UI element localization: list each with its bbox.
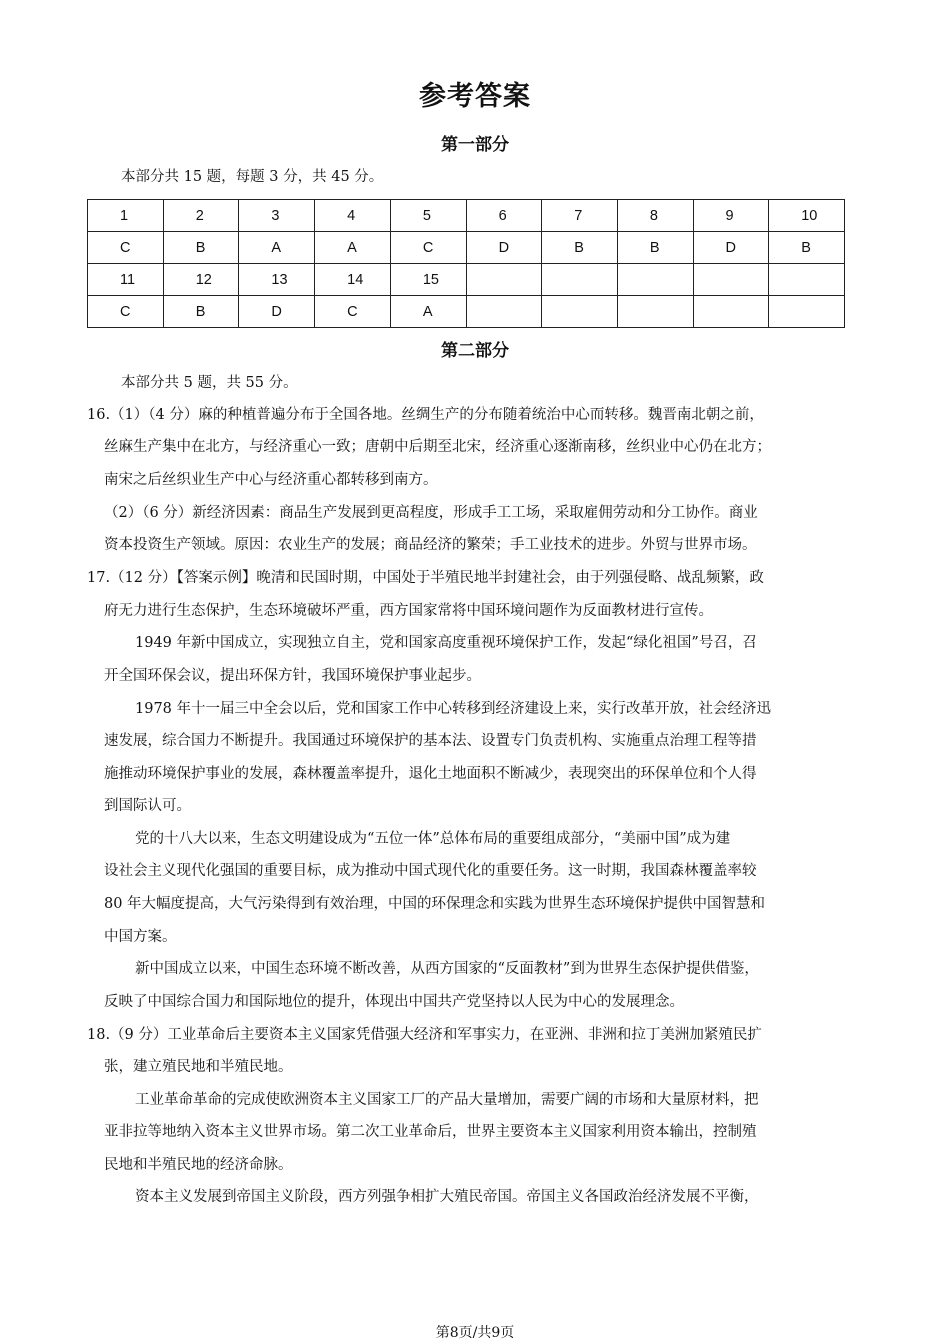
table-cell: C — [390, 232, 466, 264]
table-cell: B — [163, 296, 239, 328]
table-cell: 1 — [88, 200, 164, 232]
table-cell: D — [693, 232, 769, 264]
answer-17-line: 反映了中国综合国力和国际地位的提升，体现出中国共产党坚持以人民为中心的发展理念。 — [104, 994, 684, 1010]
table-cell — [769, 264, 845, 296]
table-cell: A — [315, 232, 391, 264]
table-cell: 3 — [239, 200, 315, 232]
answer-17-line: 新中国成立以来，中国生态环境不断改善，从西方国家的“反面教材”到为世界生态保护提供借鉴， — [135, 961, 759, 977]
page-number: 第8页/共9页 — [435, 1325, 515, 1341]
table-row — [88, 296, 845, 328]
answer-18-line: 张，建立殖民地和半殖民地。 — [104, 1059, 293, 1075]
answer-17-line: 府无力进行生态保护，生态环境破坏严重，西方国家常将中国环境问题作为反面教材进行宣传。 — [104, 603, 713, 619]
part2-heading: 第二部分 — [441, 341, 509, 361]
table-cell — [466, 296, 542, 328]
table-cell — [617, 264, 693, 296]
answer-16-line: 资本投资生产领域。原因：农业生产的发展；商品经济的繁荣；手工业技术的进步。外贸与世界市场。 — [104, 537, 757, 553]
table-cell — [693, 296, 769, 328]
part1-intro: 本部分共 15 题，每题 3 分，共 45 分。 — [121, 169, 384, 185]
table-row — [88, 264, 845, 296]
table-cell: 10 — [769, 200, 845, 232]
answer-16-line: 丝麻生产集中在北方，与经济重心一致；唐朝中后期至北宋，经济重心逐渐南移，丝织业中心仍在北方； — [104, 439, 771, 455]
table-cell: B — [542, 232, 618, 264]
table-cell: 8 — [617, 200, 693, 232]
table-cell: 11 — [88, 264, 164, 296]
table-cell — [466, 264, 542, 296]
part1-heading: 第一部分 — [441, 135, 509, 155]
answer-17-line: 17.（12 分）【答案示例】晚清和民国时期，中国处于半殖民地半封建社会，由于列强侵略、战乱频繁，政 — [87, 570, 764, 586]
answer-17-line: 设社会主义现代化强国的重要目标，成为推动中国式现代化的重要任务。这一时期，我国森林覆盖率较 — [104, 863, 757, 879]
part2-intro: 本部分共 5 题，共 55 分。 — [121, 375, 298, 391]
answer-18-line: 工业革命革命的完成使欧洲资本主义国家工厂的产品大量增加，需要广阔的市场和大量原材料，把 — [135, 1092, 759, 1108]
table-cell — [617, 296, 693, 328]
answer-17-line: 1978 年十一届三中全会以后，党和国家工作中心转移到经济建设上来，实行改革开放，社会经济迅 — [135, 701, 772, 717]
table-cell: B — [769, 232, 845, 264]
table-cell — [542, 296, 618, 328]
table-cell: 13 — [239, 264, 315, 296]
answer-18-line: 民地和半殖民地的经济命脉。 — [104, 1157, 293, 1173]
answer-16-line: 南宋之后丝织业生产中心与经济重心都转移到南方。 — [104, 472, 438, 488]
table-cell: D — [466, 232, 542, 264]
answer-16-line: 16.（1）（4 分）麻的种植普遍分布于全国各地。丝绸生产的分布随着统治中心而转移。魏晋南北朝之前， — [87, 407, 764, 423]
answer-17-line: 施推动环境保护事业的发展，森林覆盖率提升，退化土地面积不断减少，表现突出的环保单位和个人得 — [104, 766, 757, 782]
table-cell: B — [617, 232, 693, 264]
answer-17-line: 1949 年新中国成立，实现独立自主，党和国家高度重视环境保护工作，发起“绿化祖国”号召，召 — [135, 635, 757, 651]
table-cell: 7 — [542, 200, 618, 232]
answer-17-line: 到国际认可。 — [104, 798, 191, 814]
table-cell: 2 — [163, 200, 239, 232]
answer-17-line: 开全国环保会议，提出环保方针，我国环境保护事业起步。 — [104, 668, 481, 684]
table-cell: C — [315, 296, 391, 328]
table-cell: 4 — [315, 200, 391, 232]
table-cell: D — [239, 296, 315, 328]
table-cell: 9 — [693, 200, 769, 232]
table-cell: B — [163, 232, 239, 264]
table-cell — [693, 264, 769, 296]
table-row — [88, 200, 845, 232]
answer-table — [87, 199, 845, 328]
table-row — [88, 232, 845, 264]
answer-17-line: 党的十八大以来，生态文明建设成为“五位一体”总体布局的重要组成部分，“美丽中国”成为建 — [135, 831, 731, 847]
answer-17-line: 80 年大幅度提高，大气污染得到有效治理，中国的环保理念和实践为世界生态环境保护提供中国智慧和 — [104, 896, 766, 912]
page-title: 参考答案 — [419, 81, 531, 112]
answer-18-line: 资本主义发展到帝国主义阶段，西方列强争相扩大殖民帝国。帝国主义各国政治经济发展不平衡， — [135, 1189, 759, 1205]
answer-18-line: 亚非拉等地纳入资本主义世界市场。第二次工业革命后，世界主要资本主义国家利用资本输出，控制殖 — [104, 1124, 757, 1140]
table-cell: C — [88, 232, 164, 264]
table-cell: 12 — [163, 264, 239, 296]
table-cell: 5 — [390, 200, 466, 232]
answer-18-line: 18.（9 分）工业革命后主要资本主义国家凭借强大经济和军事实力，在亚洲、非洲和拉丁美洲加紧殖民扩 — [87, 1027, 762, 1043]
answer-17-line: 中国方案。 — [104, 929, 177, 945]
table-cell: A — [239, 232, 315, 264]
table-cell — [542, 264, 618, 296]
table-cell: 6 — [466, 200, 542, 232]
answer-16-line: （2）（6 分）新经济因素：商品生产发展到更高程度，形成手工工场，采取雇佣劳动和分工协作。商业 — [104, 505, 758, 521]
table-cell: A — [390, 296, 466, 328]
table-cell: C — [88, 296, 164, 328]
table-cell — [769, 296, 845, 328]
answer-17-line: 速发展，综合国力不断提升。我国通过环境保护的基本法、设置专门负责机构、实施重点治理工程等措 — [104, 733, 757, 749]
table-cell: 14 — [315, 264, 391, 296]
table-cell: 15 — [390, 264, 466, 296]
